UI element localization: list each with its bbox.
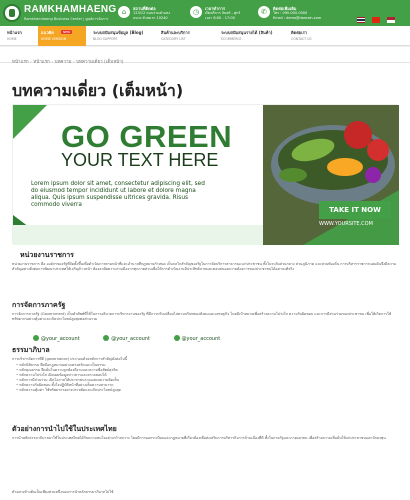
section-intro-good-governance: การบริหารจัดการที่ดี (governance) ประกอบด้วยหลักการสำคัญดังต่อไปนี้ — [12, 357, 128, 361]
list-item: • หลักความรับผิดชอบ ตั้งใจปฏิบัติหน้าที่อย่างเต็มความสามารถ — [16, 383, 396, 388]
section-text-thailand-examples: การนำหลักธรรมาภิบาลมาใช้ในประเทศไทยได้รับความสนใจอย่างกว้างขวาง โดยมีการออกระเบียบและกฎหมายที่เกี่ยวข้องเพื่อส่งเสริมการบริหารกิจการบ้านเมืองที่ดี ทั้งในภาครัฐและภาคเอกชน เพื่อสร้างความเชื่อมั่นให้แก่ประชาชนและนักลงทุน — [12, 436, 386, 440]
breadcrumb-bar — [0, 47, 410, 63]
banner-url[interactable]: WWW.YOURSITE.COM — [319, 221, 373, 227]
breadcrumb: หน้าแรก › หน้าแรก › บทความ › บทความเดี่ยว (เต็มหน้า) — [12, 60, 124, 65]
social-account-2[interactable]: @your_account — [103, 336, 150, 342]
nav-item-concept[interactable]: แนวคิด HOME VERSION NEW — [38, 26, 86, 46]
thai-flag-icon[interactable] — [357, 17, 365, 23]
brand-logo-icon[interactable] — [3, 4, 21, 22]
banner-subline: YOUR TEXT HERE — [61, 150, 219, 170]
us-flag-icon[interactable] — [387, 17, 395, 23]
nav-item-home[interactable]: หน้าแรก HOME — [7, 30, 22, 41]
top-header — [0, 0, 410, 26]
nav-item-blog[interactable]: ระบบสนับสนุนข้อมูล (Blog) BLOG SUPPORT — [93, 30, 144, 41]
section-title-government-agency: หน่วยงานราชการ — [20, 251, 74, 259]
contact-text: โทร : 090-000-0000 Email : demo@domain.com — [273, 11, 322, 20]
address-title: สถานที่ติดต่อ — [133, 6, 156, 11]
breadcrumb-home-2[interactable]: หน้าแรก — [33, 60, 50, 65]
contact-title: ติดต่อเพิ่มเติม — [273, 6, 297, 11]
section-title-thailand-examples: ตัวอย่างการนำไปใช้ในประเทศไทย — [12, 425, 117, 433]
list-item: • หลักการมีส่วนร่วม เปิดโอกาสให้ประชาชนร่วมแสดงความคิดเห็น — [16, 378, 396, 383]
list-item: • หลักความโปร่งใส เปิดเผยข้อมูลข่าวสารและตรวจสอบได้ — [16, 373, 396, 378]
breadcrumb-articles[interactable]: บทความ — [54, 60, 72, 65]
social-account-1[interactable]: @your_account — [33, 336, 80, 342]
banner-body-text: Lorem ipsum dolor sit amet, consectetur adipiscing elit, sed do eiusmod tempor incididunt ut labore et dolore magna aliqua. Quis ipsum suspendisse ultrices gravida. Risus commodo viverra — [31, 181, 205, 208]
breadcrumb-home[interactable]: หน้าแรก — [12, 60, 29, 65]
governance-principles-list — [16, 363, 396, 393]
take-it-now-button[interactable]: TAKE IT NOW — [319, 201, 391, 219]
phone-icon: ✆ — [258, 6, 270, 18]
main-navigation — [0, 26, 410, 46]
location-icon: ⌂ — [118, 6, 130, 18]
footer-note: ตัวอย่างข้างต้นเป็นเพียงส่วนหนึ่งของการนำหลักธรรมาภิบาลไปใช้ — [12, 490, 114, 494]
social-account-3[interactable]: @your_account — [174, 336, 221, 342]
section-text-public-management: การจัดการภาครัฐ (Government) เป็นคำศัพท์ที่ใช้ในการอธิบายการบริหารงานของรัฐ ที่มีการปรับเปลี่ยนไปตามบริบทของสังคมและเศรษฐกิจ โดยมีเป้าหมายเพื่อสร้างความโปร่งใส ความรับผิดชอบ และการมีส่วนร่วมของประชาชน เพื่อให้เกิดการใช้ทรัพยากรอย่างคุ้มค่าและเกิดประโยชน์สูงสุดต่อส่วนรวม — [12, 312, 392, 321]
hours-text: เปิดบริการ จันทร์ - ศุกร์ เวลา 8:00 - 17:00 — [205, 11, 241, 20]
clock-icon: ◷ — [190, 6, 202, 18]
hours-title: เวลาทำการ — [205, 6, 226, 11]
address-text: 123/12 ถนนรามคำแหง แขวง หัวหมาก 10240 — [133, 11, 171, 20]
breadcrumb-current: บทความเดี่ยว (เต็มหน้า) — [76, 60, 124, 65]
new-badge: NEW — [63, 30, 71, 34]
section-text-government-agency: หน่วยงานราชการ คือ องค์กรของรัฐที่จัดตั้งขึ้นเพื่อดำเนินการตามหน้าที่และอำนาจที่กฎหมายกำหนด เป็นกลไกสำคัญของรัฐในการจัดบริการสาธารณะแก่ประชาชน ทั้งในระดับส่วนกลาง ส่วนภูมิภาค และส่วนท้องถิ่น การบริหารราชการแผ่นดินจึงมีความสำคัญอย่างยิ่งต่อการพัฒนาประเทศให้เจริญก้าวหน้า ต้องอาศัยความร่วมมือจากทุกภาคส่วนเพื่อให้การดำเนินงานมีประสิทธิภาพและตอบสนองความต้องการของประชาชนได้อย่างแท้จริง — [12, 262, 397, 271]
banner-headline: GO GREEN — [61, 119, 233, 154]
section-title-public-management: การจัดการภาครัฐ — [12, 301, 66, 309]
nav-item-ecommerce[interactable]: ระบบสนับสนุนรายได้ (สินค้า) ECOMMERCE — [221, 30, 273, 41]
list-item: • หลักนิติธรรม ยึดถือกฎหมายอย่างเคร่งครัดและเป็นธรรม — [16, 363, 396, 368]
nav-item-contact[interactable]: ติดต่อเรา CONTACT US — [291, 30, 312, 41]
brand-name[interactable]: RAMKHAMHAENG — [24, 4, 117, 15]
list-item: • หลักความคุ้มค่า ใช้ทรัพยากรอย่างประหยัดและเกิดประโยชน์สูงสุด — [16, 388, 396, 393]
section-title-good-governance: ธรรมาภิบาล — [12, 346, 50, 354]
page-title: บทความเดี่ยว (เต็มหน้า) — [12, 81, 184, 100]
nav-item-products[interactable]: สินค้าและบริการ CATEGORY LIST — [161, 30, 190, 41]
brand-tagline: Ramkhamhaeng Business Center | ศูนย์การจัดการ — [24, 17, 109, 21]
china-flag-icon[interactable] — [372, 17, 380, 23]
list-item: • หลักคุณธรรม ยึดมั่นในความถูกต้องดีงามและความซื่อสัตย์สุจริต — [16, 368, 396, 373]
